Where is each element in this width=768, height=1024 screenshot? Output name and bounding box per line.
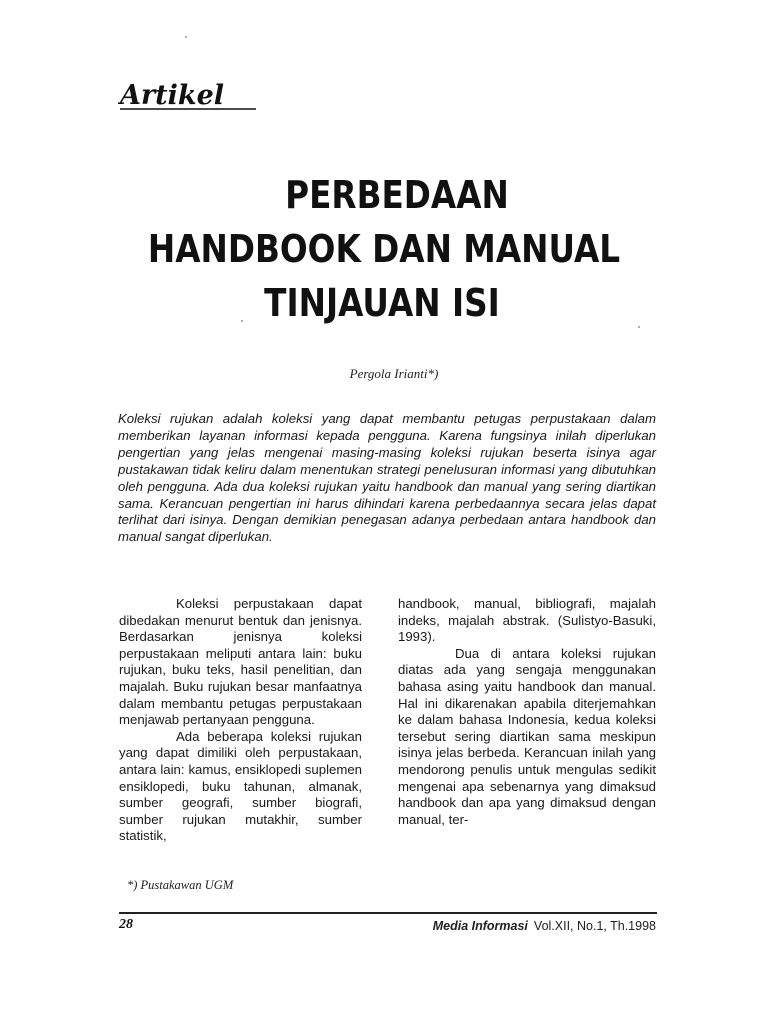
- footnote: *) Pustakawan UGM: [127, 878, 234, 892]
- body-paragraph: Ada beberapa koleksi rujukan yang dapat dimiliki oleh perpustakaan, antara lain: kamus, ensiklopedi suplemen ensiklopedi, buku tahunan, almanak, sumber geografi, sumber biografi, sumber rujukan mutakhir, sumber statistik,: [119, 728, 362, 844]
- scan-speck: [241, 320, 243, 322]
- section-label-logo: [118, 78, 258, 112]
- issue-info: Vol.XII, No.1, Th.1998: [533, 919, 656, 933]
- body-paragraph: Dua di antara koleksi rujukan diatas ada yang sengaja menggunakan bahasa asing yaitu handbook dan manual. Hal ini dikarenakan apabila diterjemahkan ke dalam bahasa Indonesia, kedua koleksi tersebut sering diartikan sama meskipun isinya jelas berbeda. Kerancuan inilah yang mendorong penulis untuk mengulas sedikit mengenai apa sebenarnya yang dimaksud handbook dan apa yang dimaksud dengan manual, ter-: [398, 645, 656, 827]
- title-line-1: PERBEDAAN: [285, 173, 509, 217]
- body-column-right: [398, 596, 656, 828]
- author-byline: Pergola Irianti*): [349, 366, 439, 381]
- title-line-2: HANDBOOK DAN MANUAL: [147, 227, 621, 271]
- publication-info: [433, 919, 656, 933]
- title-line-3: TINJAUAN ISI: [264, 281, 500, 325]
- magazine-name: Media Informasi: [432, 919, 528, 933]
- body-column-left: [119, 596, 362, 845]
- scan-speck: [638, 326, 640, 328]
- body-paragraph: Koleksi perpustakaan dapat dibedakan menurut bentuk dan jenisnya. Berdasarkan jenisnya koleksi perpustakaan meliputi antara lain: buku rujukan, buku teks, hasil penelitian, dan majalah. Buku rujukan besar manfaatnya dalam membantu petugas perpustakaan menjawab pertanyaan pengguna.: [119, 596, 362, 728]
- footer-rule: [119, 912, 657, 914]
- body-paragraph: handbook, manual, bibliografi, majalah indeks, majalah abstrak. (Sulistyo-Basuki, 1993).: [398, 596, 656, 645]
- svg-text:Artikel: Artikel: [120, 80, 225, 111]
- abstract: Koleksi rujukan adalah koleksi yang dapat membantu petugas perpustakaan dalam memberikan layanan informasi kepada pengguna. Karena fungsinya inilah diperlukan pengertian yang jelas mengenai masing-masing koleksi rujukan beserta isinya agar pustakawan tidak keliru dalam menentukan strategi penelusuran informasi yang dibutuhkan oleh pengguna. Ada dua koleksi rujukan yaitu handbook dan manual yang sering diartikan sama. Kerancuan pengertian ini harus dihindari karena perbedaannya secara jelas dapat terlihat dari isinya. Dengan demikian penegasan adanya perbedaan antara handbook dan manual sangat diperlukan.: [118, 411, 656, 545]
- scan-speck: [185, 36, 187, 38]
- page-number: 28: [119, 917, 133, 932]
- article-title: [0, 168, 768, 330]
